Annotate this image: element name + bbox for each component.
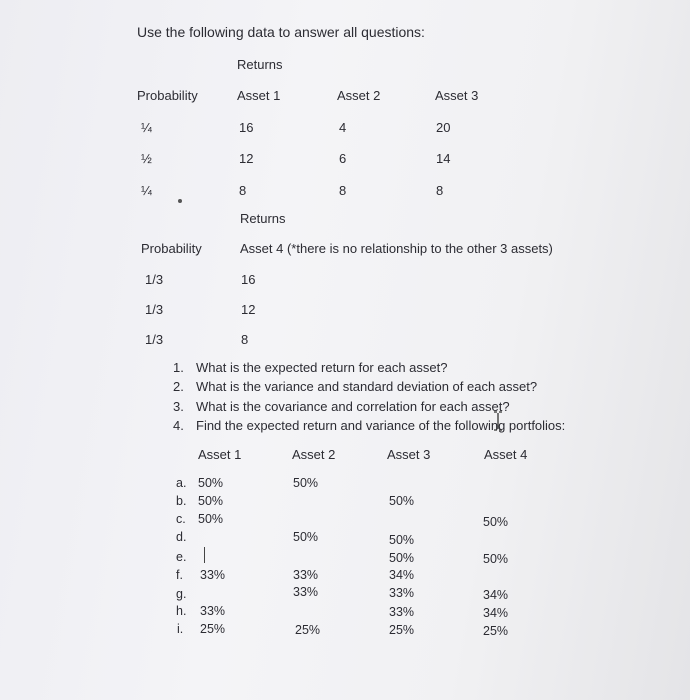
t1-a1-1: 16 [239, 120, 254, 135]
pf-g-a3: 33% [389, 586, 415, 600]
pf-row-label-b: b. [176, 494, 187, 508]
col-header-asset1: Asset 1 [237, 88, 281, 103]
t1-a3-2: 14 [436, 151, 451, 166]
t1-prob-3: ¼ [141, 183, 152, 198]
t1-prob-1: ¼ [141, 120, 152, 135]
t1-prob-2: ½ [141, 151, 152, 166]
pf-col-header-asset1: Asset 1 [198, 447, 242, 462]
t2-prob-3: 1/3 [145, 332, 164, 347]
t1-a1-2: 12 [239, 151, 254, 166]
pf-row-label-d: d. [176, 530, 187, 544]
returns-header-2: Returns [240, 211, 286, 226]
col-header-asset3: Asset 3 [435, 88, 479, 103]
pf-e-a3: 50% [389, 551, 415, 565]
question-num-2: 2. [173, 379, 184, 394]
pf-row-label-a: a. [176, 476, 187, 490]
question-num-4: 4. [173, 418, 184, 433]
pf-g-a4: 34% [483, 588, 509, 602]
pf-b-a3: 50% [389, 494, 415, 508]
question-num-1: 1. [173, 360, 184, 375]
t1-a2-2: 6 [339, 151, 347, 166]
returns-header-1: Returns [237, 57, 283, 72]
t1-a2-1: 4 [339, 120, 347, 135]
question-text-2: What is the variance and standard deviation of each asset? [196, 379, 538, 394]
pf-col-header-asset2: Asset 2 [292, 447, 336, 462]
col-header-asset2: Asset 2 [337, 88, 381, 103]
pf-row-label-c: c. [176, 512, 186, 526]
pf-h-a1: 33% [200, 604, 226, 618]
pf-row-label-h: h. [176, 604, 187, 618]
t1-a2-3: 8 [339, 183, 347, 198]
stray-dot [178, 199, 182, 203]
question-text-4: Find the expected return and variance of the following portfolios: [196, 418, 566, 433]
pf-row-label-f: f. [176, 568, 183, 582]
pf-i-a1: 25% [200, 622, 226, 636]
t2-a4-1: 16 [241, 272, 256, 287]
question-num-3: 3. [173, 399, 184, 414]
pf-row-label-e: e. [176, 550, 187, 564]
question-text-1: What is the expected return for each asset? [196, 360, 448, 375]
t1-a3-1: 20 [436, 120, 451, 135]
t2-prob-2: 1/3 [145, 302, 164, 317]
pf-d-a2: 50% [293, 530, 319, 544]
pf-g-a2: 33% [293, 585, 319, 599]
pf-d-a3: 50% [389, 533, 415, 547]
t2-a4-2: 12 [241, 302, 256, 317]
pf-col-header-asset3: Asset 3 [387, 447, 431, 462]
t1-a1-3: 8 [239, 183, 247, 198]
pf-i-a2: 25% [295, 623, 321, 637]
pf-f-a1: 33% [200, 568, 226, 582]
t2-col-header-probability: Probability [141, 241, 202, 256]
pf-i-a3: 25% [389, 623, 415, 637]
pf-b-a1: 50% [198, 494, 224, 508]
t2-a4-3: 8 [241, 332, 249, 347]
pf-e-a4: 50% [483, 552, 509, 566]
t1-a3-3: 8 [436, 183, 444, 198]
pf-row-label-g: g. [176, 587, 187, 601]
t2-col-header-asset4: Asset 4 (*there is no relationship to the other 3 assets) [240, 241, 553, 256]
pf-c-a1: 50% [198, 512, 224, 526]
pf-h-a4: 34% [483, 606, 509, 620]
pf-a-a1: 50% [198, 476, 224, 490]
pf-col-header-asset4: Asset 4 [484, 447, 528, 462]
col-header-probability: Probability [137, 88, 198, 103]
question-text-3: What is the covariance and correlation for each asset? [196, 399, 510, 414]
pf-row-label-i: i. [177, 622, 184, 636]
pf-a-a2: 50% [293, 476, 319, 490]
text-cursor-icon [493, 411, 503, 431]
pf-h-a3: 33% [389, 605, 415, 619]
pf-c-a4: 50% [483, 515, 509, 529]
t2-prob-1: 1/3 [145, 272, 164, 287]
page-title: Use the following data to answer all questions: [137, 24, 425, 40]
pf-f-a3: 34% [389, 568, 415, 582]
text-caret [204, 547, 205, 563]
pf-i-a4: 25% [483, 624, 509, 638]
pf-f-a2: 33% [293, 568, 319, 582]
